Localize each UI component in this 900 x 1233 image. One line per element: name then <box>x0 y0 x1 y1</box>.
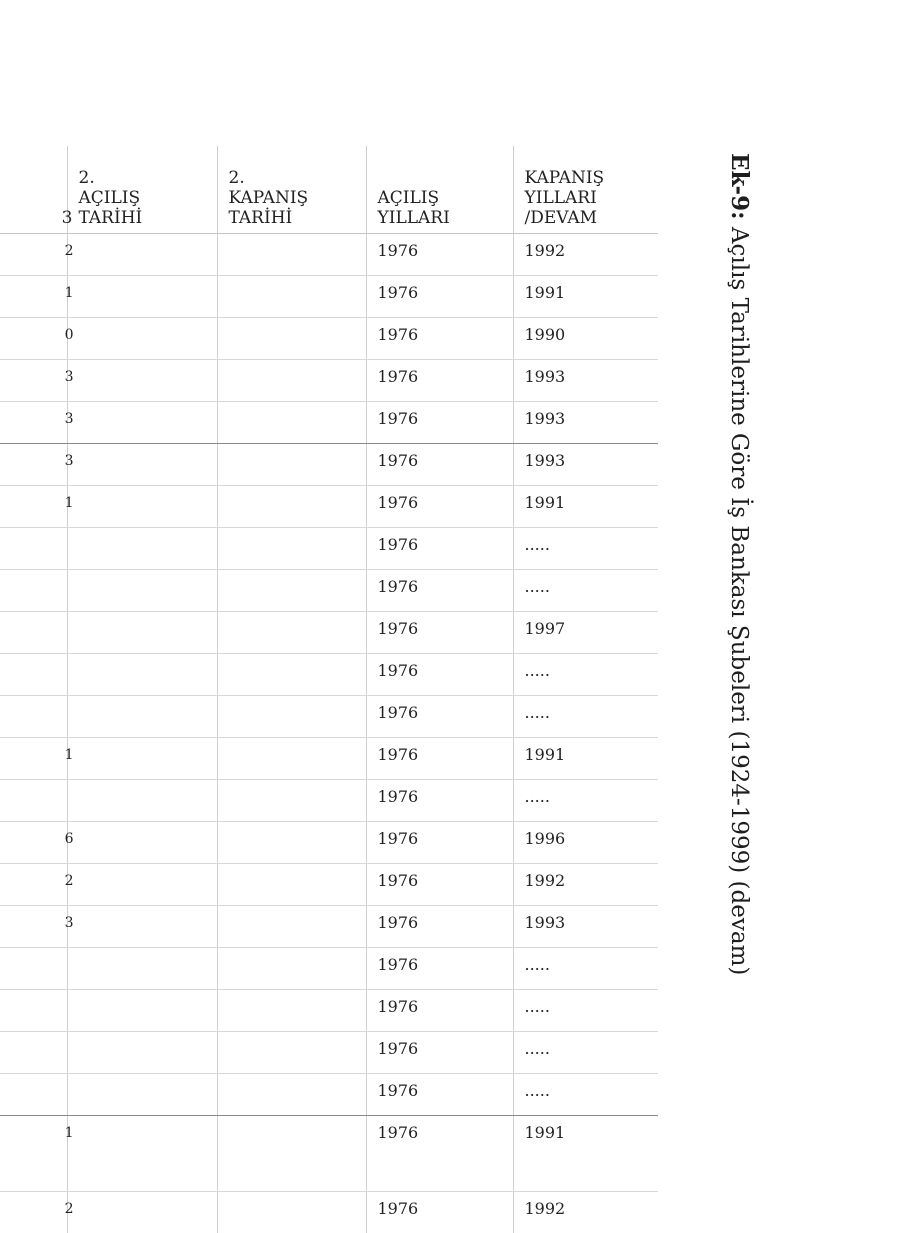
closing-year-cell: 1992 <box>513 864 658 906</box>
title-label: Ek-9: <box>726 153 753 220</box>
header-text-line: /DEVAM <box>525 208 598 228</box>
header-text-line: TARİHİ <box>229 208 293 228</box>
table-row <box>0 1192 658 1233</box>
closing-year-cell: 1993 <box>513 906 658 948</box>
table-row <box>0 780 658 822</box>
table-row <box>0 822 658 864</box>
second-closing-date-cell <box>217 486 366 528</box>
header-text-line: KAPANIŞ <box>229 188 309 208</box>
cut-off-cell <box>0 360 67 402</box>
opening-year-cell: 1976 <box>366 1116 513 1192</box>
closing-year-cell: 1991 <box>513 276 658 318</box>
second-opening-date-cell <box>67 360 217 402</box>
table-row <box>0 612 658 654</box>
page-title <box>722 153 756 973</box>
header-opening-years <box>366 146 513 234</box>
cut-off-cell <box>0 276 67 318</box>
opening-year-cell: 1976 <box>366 1192 513 1233</box>
header-text-line: 3 <box>62 208 73 228</box>
second-closing-date-cell <box>217 528 366 570</box>
cut-off-cell <box>0 612 67 654</box>
opening-year-cell: 1976 <box>366 990 513 1032</box>
cut-off-cell <box>0 318 67 360</box>
closing-year-cell: 1992 <box>513 234 658 276</box>
closing-year-cell: 1993 <box>513 444 658 486</box>
cut-off-cell <box>0 864 67 906</box>
opening-year-cell: 1976 <box>366 612 513 654</box>
cut-off-cell <box>0 696 67 738</box>
cut-off-cell <box>0 444 67 486</box>
header-row <box>0 146 658 234</box>
cut-off-text: 1 <box>65 1125 74 1141</box>
opening-year-cell: 1976 <box>366 948 513 990</box>
table-row <box>0 318 658 360</box>
second-opening-date-cell <box>67 570 217 612</box>
cut-off-text: 1 <box>65 285 74 301</box>
table-row <box>0 402 658 444</box>
opening-year-cell: 1976 <box>366 444 513 486</box>
header-text-line: TARİHİ <box>79 208 143 228</box>
closing-year-cell: 1991 <box>513 486 658 528</box>
cut-off-cell <box>0 1074 67 1116</box>
opening-year-cell: 1976 <box>366 906 513 948</box>
opening-year-cell: 1976 <box>366 1074 513 1116</box>
second-closing-date-cell <box>217 276 366 318</box>
second-opening-date-cell <box>67 1192 217 1233</box>
table-row <box>0 276 658 318</box>
opening-year-cell: 1976 <box>366 822 513 864</box>
table-row <box>0 1032 658 1074</box>
cut-off-cell <box>0 1116 67 1192</box>
second-closing-date-cell <box>217 864 366 906</box>
second-closing-date-cell <box>217 1192 366 1233</box>
closing-year-cell: 1992 <box>513 1192 658 1233</box>
closing-year-cell: ..... <box>513 1074 658 1116</box>
cut-off-text: 3 <box>65 915 74 931</box>
second-opening-date-cell <box>67 864 217 906</box>
closing-year-cell: 1990 <box>513 318 658 360</box>
second-closing-date-cell <box>217 444 366 486</box>
opening-year-cell: 1976 <box>366 1032 513 1074</box>
table-header <box>0 146 658 234</box>
opening-year-cell: 1976 <box>366 864 513 906</box>
closing-year-cell: ..... <box>513 696 658 738</box>
header-text-line: AÇILIŞ <box>378 188 440 208</box>
cut-off-cell <box>0 570 67 612</box>
cut-off-text: 3 <box>65 411 74 427</box>
second-closing-date-cell <box>217 780 366 822</box>
second-opening-date-cell <box>67 1116 217 1192</box>
second-closing-date-cell <box>217 738 366 780</box>
closing-year-cell: 1993 <box>513 360 658 402</box>
header-text-line: AÇILIŞ <box>79 188 141 208</box>
header-text-line: 2. <box>229 168 245 188</box>
branches-table <box>0 146 658 1233</box>
second-closing-date-cell <box>217 1032 366 1074</box>
cut-off-cell <box>0 234 67 276</box>
title-text: Açılış Tarihlerine Göre İş Bankası Şubeleri (1924-1999) (devam) <box>726 227 752 975</box>
closing-year-cell: 1993 <box>513 402 658 444</box>
second-closing-date-cell <box>217 1116 366 1192</box>
cut-off-text: 6 <box>65 831 74 847</box>
opening-year-cell: 1976 <box>366 696 513 738</box>
second-closing-date-cell <box>217 360 366 402</box>
second-opening-date-cell <box>67 1032 217 1074</box>
closing-year-cell: 1997 <box>513 612 658 654</box>
table-row <box>0 1116 658 1192</box>
closing-year-cell: ..... <box>513 528 658 570</box>
table-row <box>0 570 658 612</box>
second-opening-date-cell <box>67 402 217 444</box>
cut-off-cell <box>0 906 67 948</box>
closing-year-cell: 1996 <box>513 822 658 864</box>
second-opening-date-cell <box>67 948 217 990</box>
header-second-closing-date <box>217 146 366 234</box>
closing-year-cell: ..... <box>513 780 658 822</box>
second-closing-date-cell <box>217 990 366 1032</box>
header-text-line: 2. <box>79 168 95 188</box>
second-closing-date-cell <box>217 696 366 738</box>
cut-off-cell <box>0 948 67 990</box>
second-closing-date-cell <box>217 822 366 864</box>
second-opening-date-cell <box>67 444 217 486</box>
second-closing-date-cell <box>217 948 366 990</box>
table-row <box>0 864 658 906</box>
opening-year-cell: 1976 <box>366 528 513 570</box>
second-opening-date-cell <box>67 276 217 318</box>
cut-off-cell <box>0 780 67 822</box>
table-row <box>0 654 658 696</box>
header-text-line: KAPANIŞ <box>525 168 605 188</box>
opening-year-cell: 1976 <box>366 486 513 528</box>
table-row <box>0 486 658 528</box>
table-row <box>0 990 658 1032</box>
table-row <box>0 528 658 570</box>
cut-off-cell <box>0 402 67 444</box>
second-closing-date-cell <box>217 654 366 696</box>
second-closing-date-cell <box>217 234 366 276</box>
closing-year-cell: 1991 <box>513 1116 658 1192</box>
second-opening-date-cell <box>67 780 217 822</box>
second-opening-date-cell <box>67 738 217 780</box>
cut-off-text: 1 <box>65 495 74 511</box>
closing-year-cell: ..... <box>513 654 658 696</box>
header-second-opening-date <box>67 146 217 234</box>
second-opening-date-cell <box>67 990 217 1032</box>
closing-year-cell: ..... <box>513 948 658 990</box>
closing-year-cell: ..... <box>513 990 658 1032</box>
second-opening-date-cell <box>67 906 217 948</box>
cut-off-text: 2 <box>65 1201 74 1217</box>
table-body <box>0 234 658 1233</box>
cut-off-cell <box>0 822 67 864</box>
second-opening-date-cell <box>67 486 217 528</box>
closing-year-cell: ..... <box>513 1032 658 1074</box>
closing-year-cell: ..... <box>513 570 658 612</box>
table-row <box>0 948 658 990</box>
header-text-line: YILLARI <box>378 208 450 228</box>
opening-year-cell: 1976 <box>366 402 513 444</box>
table-row <box>0 906 658 948</box>
cut-off-cell <box>0 990 67 1032</box>
table-row <box>0 1074 658 1116</box>
second-opening-date-cell <box>67 822 217 864</box>
second-opening-date-cell <box>67 696 217 738</box>
cut-off-text: 1 <box>65 747 74 763</box>
cut-off-cell <box>0 486 67 528</box>
second-closing-date-cell <box>217 612 366 654</box>
opening-year-cell: 1976 <box>366 780 513 822</box>
cut-off-cell <box>0 528 67 570</box>
second-closing-date-cell <box>217 402 366 444</box>
second-opening-date-cell <box>67 1074 217 1116</box>
second-closing-date-cell <box>217 1074 366 1116</box>
second-opening-date-cell <box>67 234 217 276</box>
second-opening-date-cell <box>67 528 217 570</box>
second-closing-date-cell <box>217 570 366 612</box>
opening-year-cell: 1976 <box>366 234 513 276</box>
cut-off-cell <box>0 1192 67 1233</box>
opening-year-cell: 1976 <box>366 360 513 402</box>
opening-year-cell: 1976 <box>366 318 513 360</box>
opening-year-cell: 1976 <box>366 738 513 780</box>
opening-year-cell: 1976 <box>366 570 513 612</box>
cut-off-cell <box>0 1032 67 1074</box>
cut-off-text: 2 <box>65 873 74 889</box>
closing-year-cell: 1991 <box>513 738 658 780</box>
second-opening-date-cell <box>67 654 217 696</box>
table-row <box>0 234 658 276</box>
cut-off-text: 3 <box>65 369 74 385</box>
opening-year-cell: 1976 <box>366 654 513 696</box>
second-closing-date-cell <box>217 318 366 360</box>
branches-table-container <box>0 146 658 1233</box>
cut-off-cell <box>0 654 67 696</box>
header-cut-column <box>0 146 67 234</box>
table-row <box>0 738 658 780</box>
table-row <box>0 444 658 486</box>
second-opening-date-cell <box>67 612 217 654</box>
header-closing-years <box>513 146 658 234</box>
second-opening-date-cell <box>67 318 217 360</box>
opening-year-cell: 1976 <box>366 276 513 318</box>
table-row <box>0 696 658 738</box>
cut-off-text: 0 <box>65 327 74 343</box>
cut-off-cell <box>0 738 67 780</box>
table-row <box>0 360 658 402</box>
cut-off-text: 2 <box>65 243 74 259</box>
second-closing-date-cell <box>217 906 366 948</box>
cut-off-text: 3 <box>65 453 74 469</box>
header-text-line: YILLARI <box>525 188 597 208</box>
